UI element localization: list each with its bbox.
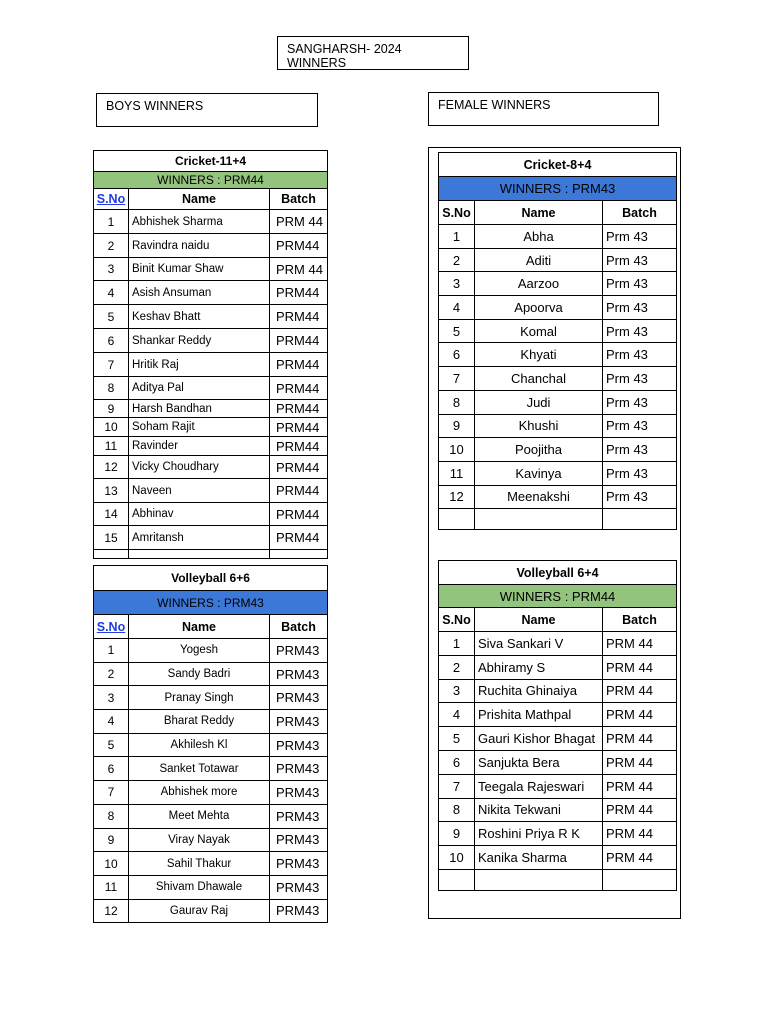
table-row	[94, 852, 328, 876]
row-name: Viray Nayak	[129, 828, 270, 852]
name-header: Name	[129, 189, 270, 210]
female-volleyball-winners: WINNERS : PRM44	[439, 585, 677, 608]
row-batch: PRM44	[270, 377, 328, 400]
table-row	[94, 526, 328, 550]
empty-cell	[439, 509, 475, 530]
row-batch: PRM 44	[603, 727, 677, 751]
row-batch: PRM43	[270, 639, 328, 663]
row-batch: Prm 43	[603, 367, 677, 391]
row-name: Nikita Tekwani	[475, 798, 603, 822]
name-header: Name	[475, 201, 603, 225]
row-sno: 5	[94, 305, 129, 329]
row-batch: PRM44	[270, 234, 328, 258]
empty-cell	[129, 550, 270, 559]
row-name: Yogesh	[129, 639, 270, 663]
row-sno: 5	[439, 319, 475, 343]
row-name: Keshav Bhatt	[129, 305, 270, 329]
name-header: Name	[475, 608, 603, 632]
row-name: Chanchal	[475, 367, 603, 391]
female-cricket-title: Cricket-8+4	[439, 153, 677, 177]
row-name: Meenakshi	[475, 485, 603, 509]
female-volleyball-title: Volleyball 6+4	[439, 561, 677, 585]
table-row	[94, 456, 328, 479]
row-name: Hritik Raj	[129, 353, 270, 377]
row-sno: 14	[94, 503, 129, 526]
row-batch: PRM44	[270, 526, 328, 550]
empty-cell	[439, 869, 475, 890]
row-batch: PRM 44	[603, 703, 677, 727]
batch-header: Batch	[603, 608, 677, 632]
row-sno: 3	[439, 272, 475, 296]
row-batch: PRM43	[270, 686, 328, 710]
table-row	[94, 418, 328, 437]
row-sno: 7	[439, 774, 475, 798]
row-sno: 1	[439, 632, 475, 656]
table-row	[439, 225, 677, 249]
row-sno: 4	[94, 710, 129, 734]
row-sno: 7	[94, 353, 129, 377]
boys-volleyball-title: Volleyball 6+6	[94, 566, 328, 591]
table-row	[439, 390, 677, 414]
row-sno: 3	[439, 679, 475, 703]
row-batch: PRM44	[270, 479, 328, 503]
row-batch: Prm 43	[603, 319, 677, 343]
row-batch: PRM 44	[603, 822, 677, 846]
row-batch: PRM 44	[603, 846, 677, 870]
table-row	[94, 400, 328, 418]
row-name: Khyati	[475, 343, 603, 367]
empty-cell	[475, 509, 603, 530]
table-row	[439, 248, 677, 272]
row-sno: 5	[94, 733, 129, 757]
row-batch: PRM 44	[603, 798, 677, 822]
row-name: Gaurav Raj	[129, 899, 270, 923]
row-sno: 1	[439, 225, 475, 249]
empty-cell	[475, 869, 603, 890]
row-name: Aditya Pal	[129, 377, 270, 400]
row-sno: 7	[439, 367, 475, 391]
row-batch: Prm 43	[603, 414, 677, 438]
table-row	[439, 655, 677, 679]
row-name: Pranay Singh	[129, 686, 270, 710]
row-sno: 12	[94, 456, 129, 479]
row-sno: 4	[439, 296, 475, 320]
table-row	[439, 774, 677, 798]
empty-row	[439, 869, 677, 890]
row-name: Shivam Dhawale	[129, 875, 270, 899]
row-batch: Prm 43	[603, 296, 677, 320]
row-batch: PRM43	[270, 875, 328, 899]
empty-cell	[94, 550, 129, 559]
empty-row	[439, 509, 677, 530]
table-row	[439, 485, 677, 509]
row-sno: 3	[94, 258, 129, 281]
row-sno: 6	[439, 343, 475, 367]
row-name: Roshini Priya R K	[475, 822, 603, 846]
row-name: Meet Mehta	[129, 804, 270, 828]
table-row	[439, 438, 677, 462]
table-row	[94, 639, 328, 663]
row-batch: PRM43	[270, 828, 328, 852]
empty-row	[94, 550, 328, 559]
row-sno: 11	[94, 875, 129, 899]
table-row	[439, 272, 677, 296]
table-row	[94, 875, 328, 899]
row-name: Abha	[475, 225, 603, 249]
boys-cricket-table	[93, 150, 328, 559]
table-row	[94, 305, 328, 329]
row-batch: Prm 43	[603, 272, 677, 296]
row-batch: Prm 43	[603, 438, 677, 462]
table-row	[94, 258, 328, 281]
row-sno: 8	[94, 804, 129, 828]
row-name: Kanika Sharma	[475, 846, 603, 870]
table-row	[439, 296, 677, 320]
row-batch: PRM 44	[270, 258, 328, 281]
table-row	[94, 210, 328, 234]
table-row	[94, 437, 328, 456]
female-cricket-table	[438, 152, 677, 530]
row-sno: 9	[94, 828, 129, 852]
row-batch: PRM44	[270, 353, 328, 377]
row-name: Khushi	[475, 414, 603, 438]
empty-cell	[270, 550, 328, 559]
row-batch: Prm 43	[603, 390, 677, 414]
row-name: Ravindra naidu	[129, 234, 270, 258]
row-name: Asish Ansuman	[129, 281, 270, 305]
row-name: Sandy Badri	[129, 662, 270, 686]
row-sno: 3	[94, 686, 129, 710]
table-row	[439, 367, 677, 391]
table-row	[439, 750, 677, 774]
row-name: Harsh Bandhan	[129, 400, 270, 418]
row-sno: 5	[439, 727, 475, 751]
batch-header: Batch	[270, 189, 328, 210]
sno-header: S.No	[439, 608, 475, 632]
row-name: Soham Rajit	[129, 418, 270, 437]
row-sno: 7	[94, 781, 129, 805]
row-sno: 8	[439, 390, 475, 414]
row-name: Siva Sankari V	[475, 632, 603, 656]
table-row	[94, 899, 328, 923]
boys-volleyball-table	[93, 565, 328, 923]
row-name: Ravinder	[129, 437, 270, 456]
table-row	[94, 281, 328, 305]
row-name: Abhiramy S	[475, 655, 603, 679]
row-name: Teegala Rajeswari	[475, 774, 603, 798]
row-batch: PRM 44	[603, 750, 677, 774]
row-batch: PRM 44	[603, 679, 677, 703]
row-name: Sanket Totawar	[129, 757, 270, 781]
row-batch: PRM43	[270, 733, 328, 757]
row-batch: PRM43	[270, 662, 328, 686]
table-row	[94, 733, 328, 757]
table-row	[439, 822, 677, 846]
table-row	[94, 781, 328, 805]
table-row	[439, 798, 677, 822]
row-name: Bharat Reddy	[129, 710, 270, 734]
table-row	[94, 353, 328, 377]
table-row	[94, 662, 328, 686]
table-row	[439, 343, 677, 367]
row-batch: PRM44	[270, 281, 328, 305]
row-name: Naveen	[129, 479, 270, 503]
boys-cricket-title: Cricket-11+4	[94, 151, 328, 172]
table-row	[94, 828, 328, 852]
row-name: Binit Kumar Shaw	[129, 258, 270, 281]
row-batch: PRM44	[270, 437, 328, 456]
row-sno: 15	[94, 526, 129, 550]
row-sno: 11	[94, 437, 129, 456]
row-batch: Prm 43	[603, 461, 677, 485]
row-batch: PRM43	[270, 804, 328, 828]
row-batch: Prm 43	[603, 225, 677, 249]
row-batch: PRM44	[270, 305, 328, 329]
row-sno: 9	[439, 414, 475, 438]
row-sno: 2	[94, 234, 129, 258]
batch-header: Batch	[603, 201, 677, 225]
boys-cricket-winners: WINNERS : PRM44	[94, 172, 328, 189]
row-batch: PRM44	[270, 418, 328, 437]
row-name: Poojitha	[475, 438, 603, 462]
row-sno: 6	[94, 757, 129, 781]
sno-header-link[interactable]: S.No	[94, 615, 129, 639]
name-header: Name	[129, 615, 270, 639]
row-sno: 9	[94, 400, 129, 418]
row-batch: Prm 43	[603, 343, 677, 367]
table-row	[439, 461, 677, 485]
row-sno: 11	[439, 461, 475, 485]
row-batch: PRM44	[270, 400, 328, 418]
table-row	[439, 703, 677, 727]
row-sno: 10	[94, 852, 129, 876]
table-row	[94, 503, 328, 526]
table-row	[439, 632, 677, 656]
row-batch: PRM44	[270, 329, 328, 353]
sno-header: S.No	[439, 201, 475, 225]
row-name: Abhishek Sharma	[129, 210, 270, 234]
row-batch: PRM43	[270, 757, 328, 781]
row-name: Aarzoo	[475, 272, 603, 296]
row-sno: 10	[439, 846, 475, 870]
table-row	[94, 234, 328, 258]
row-batch: PRM 44	[603, 774, 677, 798]
row-sno: 6	[439, 750, 475, 774]
row-sno: 12	[439, 485, 475, 509]
row-batch: PRM43	[270, 710, 328, 734]
row-name: Apoorva	[475, 296, 603, 320]
row-batch: PRM 44	[603, 632, 677, 656]
boys-volleyball-winners: WINNERS : PRM43	[94, 591, 328, 615]
row-sno: 10	[94, 418, 129, 437]
row-name: Shankar Reddy	[129, 329, 270, 353]
row-name: Komal	[475, 319, 603, 343]
female-volleyball-table	[438, 560, 677, 891]
row-sno: 1	[94, 639, 129, 663]
row-name: Aditi	[475, 248, 603, 272]
row-batch: Prm 43	[603, 485, 677, 509]
table-row	[94, 377, 328, 400]
row-name: Kavinya	[475, 461, 603, 485]
row-name: Abhishek more	[129, 781, 270, 805]
row-batch: PRM43	[270, 899, 328, 923]
row-name: Gauri Kishor Bhagat	[475, 727, 603, 751]
batch-header: Batch	[270, 615, 328, 639]
row-sno: 2	[439, 655, 475, 679]
table-row	[94, 804, 328, 828]
table-row	[439, 727, 677, 751]
row-sno: 4	[439, 703, 475, 727]
row-sno: 2	[439, 248, 475, 272]
table-row	[439, 846, 677, 870]
row-batch: PRM 44	[603, 655, 677, 679]
row-batch: PRM44	[270, 503, 328, 526]
row-name: Prishita Mathpal	[475, 703, 603, 727]
page-title: SANGHARSH- 2024 WINNERS	[277, 36, 469, 70]
row-batch: PRM 44	[270, 210, 328, 234]
row-sno: 6	[94, 329, 129, 353]
row-name: Sahil Thakur	[129, 852, 270, 876]
row-sno: 4	[94, 281, 129, 305]
row-name: Judi	[475, 390, 603, 414]
row-sno: 2	[94, 662, 129, 686]
row-sno: 12	[94, 899, 129, 923]
empty-cell	[603, 509, 677, 530]
boys-winners-heading: BOYS WINNERS	[96, 93, 318, 127]
row-name: Sanjukta Bera	[475, 750, 603, 774]
row-name: Ruchita Ghinaiya	[475, 679, 603, 703]
table-row	[94, 329, 328, 353]
row-batch: Prm 43	[603, 248, 677, 272]
table-row	[439, 319, 677, 343]
empty-cell	[603, 869, 677, 890]
table-row	[94, 479, 328, 503]
female-cricket-winners: WINNERS : PRM43	[439, 177, 677, 201]
row-sno: 9	[439, 822, 475, 846]
sno-header-link[interactable]: S.No	[94, 189, 129, 210]
female-winners-heading: FEMALE WINNERS	[428, 92, 659, 126]
row-name: Abhinav	[129, 503, 270, 526]
row-sno: 8	[439, 798, 475, 822]
row-sno: 8	[94, 377, 129, 400]
table-row	[439, 414, 677, 438]
row-name: Vicky Choudhary	[129, 456, 270, 479]
table-row	[94, 757, 328, 781]
row-name: Akhilesh Kl	[129, 733, 270, 757]
row-sno: 1	[94, 210, 129, 234]
row-batch: PRM44	[270, 456, 328, 479]
table-row	[94, 686, 328, 710]
row-batch: PRM43	[270, 852, 328, 876]
table-row	[439, 679, 677, 703]
table-row	[94, 710, 328, 734]
row-name: Amritansh	[129, 526, 270, 550]
row-sno: 13	[94, 479, 129, 503]
row-sno: 10	[439, 438, 475, 462]
row-batch: PRM43	[270, 781, 328, 805]
